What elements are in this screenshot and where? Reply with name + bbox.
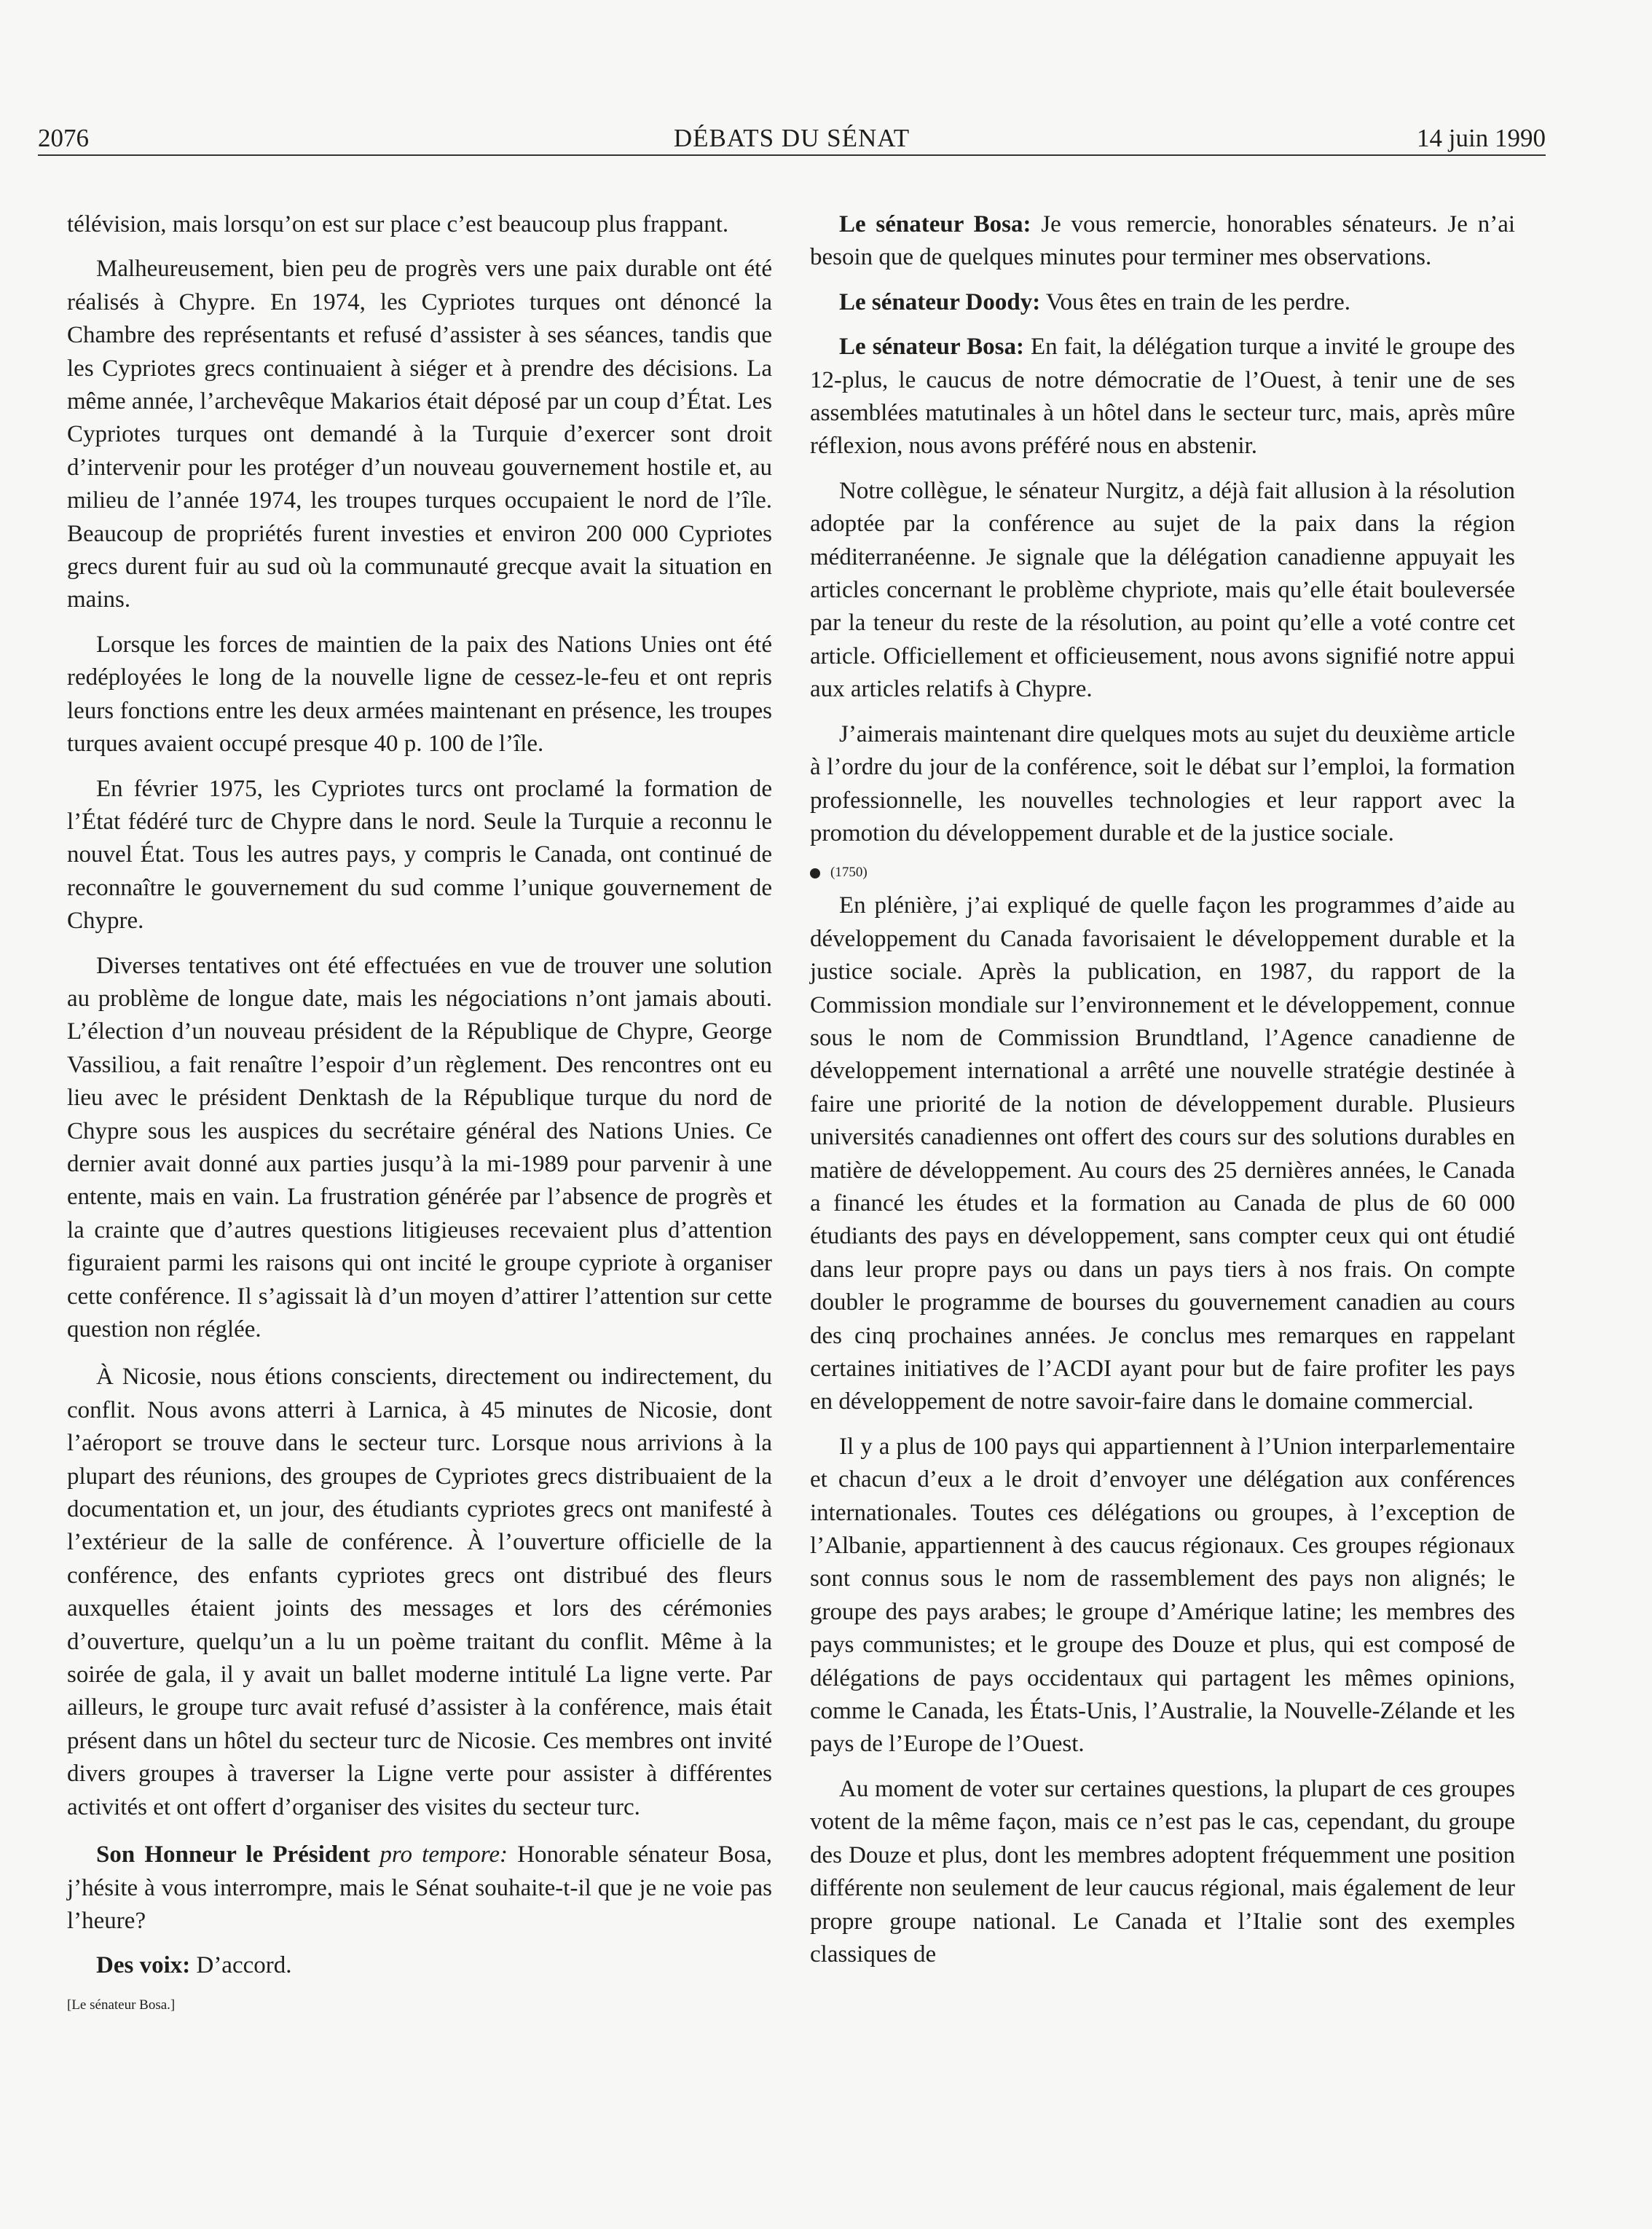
paragraph: En février 1975, les Cypriotes turcs ont proclamé la formation de l’État fédéré turc de Chypre dans le nord. Seule la Turquie a reconnu le nouvel État. Tous les autres pays, y compris le Canada, ont continué de reconnaître le gouvernement du sud comme l’unique gouvernement de Chypre. (67, 775, 772, 935)
page-title: DÉBATS DU SÉNAT (673, 124, 910, 152)
speech-text: Honorable sénateur Bosa, j’hésite à vous interrompre, mais le Sénat souhaite-t-il que je ne voie pas l’heure? (67, 1841, 772, 1934)
paragraph: À Nicosie, nous étions conscients, directement ou indirectement, du conflit. Nous avons atterri à Larnica, à 45 minutes de Nicosie, dont l’aéroport se trouve dans le secteur turc. Lorsque nous arrivions à la plupart des réunions, des groupes de Cypriotes grecs distribuaient de la documentation et, un jour, des étudiants cypriotes grecs ont manifesté à l’extérieur de la salle de conférence. À l’ouverture officielle de la conférence, des enfants cypriotes grecs ont distribué des fleurs auxquelles étaient joints des messages et lors des cérémonies d’ouverture, quelqu’un a lu un poème traitant du conflit. Même à la soirée de gala, il y avait un ballet moderne intitulé La ligne verte. Par ailleurs, le groupe turc avait refusé d’assister à la conférence, mais était présent dans un hôtel du secteur turc de Nicosie. Ces membres ont invité divers groupes à traverser la Ligne verte pour assister à différentes activités et ont offert d’organiser des visites du secteur turc. (67, 1364, 772, 1820)
speaker-name: Le sénateur Doody: (839, 288, 1041, 315)
speaker-name: Des voix: (96, 1952, 191, 1979)
speech-text: Vous êtes en train de les perdre. (1045, 288, 1351, 315)
paragraph: Malheureusement, bien peu de progrès vers une paix durable ont été réalisés à Chypre. En 1974, les Cypriotes turques ont dénoncé la Chambre des représentants et refusé d’assister à ses séances, tandis que les Cypriotes grecs continuaient à siéger et à prendre des décisions. La même année, l’archevêque Makarios était déposé par un coup d’État. Les Cypriotes turques ont demandé à la Turquie d’exercer sont droit d’intervenir pour les protéger d’un nouveau gouvernement hostile et, au milieu de l’année 1974, les troupes turques occupaient le nord de l’île. Beaucoup de propriétés furent investies et environ 200 000 Cypriotes grecs durent fuir au sud où la communauté grecque avait la situation en mains. (67, 256, 772, 613)
speech-paragraph (810, 208, 1515, 275)
paragraph: En plénière, j’ai expliqué de quelle façon les programmes d’aide au développement du Canada favorisaient le développement durable et la justice sociale. Après la publication, en 1987, du rapport de la Commission mondiale sur l’environnement et le développement, connue sous le nom de Commission Brundtland, l’Agence canadienne de développement international a arrêté une nouvelle stratégie destinée à faire une priorité de la notion de développement durable. Plusieurs universités canadiennes ont offert des cours sur des solutions durables en matière de développement. Au cours des 25 dernières années, le Canada a financé les études et la formation au Canada de plus de 60 000 étudiants des pays en développement, sans compter ceux qui ont étudié dans leur propre pays ou dans un pays tiers à nos frais. On compte doubler le programme de bourses du gouvernement canadien au cours des cinq prochaines années. Je conclus mes remarques en rappelant certaines initiatives de l’ACDI ayant pour but de faire profiter les pays en développement de notre savoir-faire dans le domaine commercial. (810, 892, 1515, 1415)
speech-text: D’accord. (196, 1952, 292, 1979)
paragraph: Il y a plus de 100 pays qui appartiennent à l’Union interparlementaire et chacun d’eux a le droit d’envoyer une délégation aux conférences internationales. Toutes ces délégations ou groupes, à l’exception de l’Albanie, appartiennent à des caucus régionaux. Ces groupes régionaux sont connus sous le nom de rassemblement des pays non alignés; le groupe des pays arabes; le groupe d’Amérique latine; les membres des pays communistes; et le groupe des Douze et plus, qui est composé de délégations de pays occidentaux qui partagent les mêmes opinions, comme le Canada, les États-Unis, l’Australie, la Nouvelle-Zélande et les pays de l’Europe de l’Ouest. (810, 1433, 1515, 1758)
speaker-qualifier: pro tempore: (379, 1841, 508, 1868)
paragraph: Au moment de voter sur certaines questions, la plupart de ces groupes votent de la même façon, mais ce n’est pas le cas, cependant, du groupe des Douze et plus, dont les membres adoptent fréquemment une position différente non seulement de leur caucus régional, mais également de leur propre groupe national. Le Canada et l’Italie sont des exemples classiques de (810, 1775, 1515, 1967)
speech-paragraph (810, 286, 1515, 319)
speaker-name: Le sénateur Bosa: (839, 211, 1031, 237)
paragraph: Lorsque les forces de maintien de la paix des Nations Unies ont été redéployées le long de la nouvelle ligne de cessez-le-feu et ont repris leurs fonctions entre les deux armées maintenant en présence, les troupes turques avaient occupé presque 40 p. 100 de l’île. (67, 631, 772, 758)
speech-paragraph (67, 1839, 772, 1938)
speaker-name: Son Honneur le Président (96, 1841, 371, 1868)
paragraph: Diverses tentatives ont été effectuées en vue de trouver une solution au problème de longue date, mais les négociations n’ont jamais abouti. L’élection d’un nouveau président de la République de Chypre, George Vassiliou, a fait renaître l’espoir d’un règlement. Des rencontres ont eu lieu avec le président Denktash de la République turque du nord de Chypre sous les auspices du secrétaire général des Nations Unies. Ce dernier avait donné aux parties jusqu’à la mi-1989 pour parvenir à une entente, mais en vain. La frustration générée par l’absence de progrès et la crainte que d’autres questions litigieuses recevaient plus d’attention figuraient parmi les raisons qui ont incité le groupe cypriote à organiser cette conférence. Il s’agissait là d’un moyen d’attirer l’attention sur cette question non réglée. (67, 952, 772, 1342)
speaker-note: [Le sénateur Bosa.] (67, 1997, 176, 2013)
paragraph: Notre collègue, le sénateur Nurgitz, a déjà fait allusion à la résolution adoptée par la conférence au sujet de la paix dans la région méditerranéenne. Je signale que la délégation canadienne appuyait les articles concernant le problème chypriote, mais qu’elle était bouleversée par la teneur du reste de la résolution, au point qu’elle a voté contre cet article. Officiellement et officieusement, nous avons signifié notre appui aux articles relatifs à Chypre. (810, 477, 1515, 703)
paragraph: J’aimerais maintenant dire quelques mots au sujet du deuxième article à l’ordre du jour de la conférence, soit le débat sur l’emploi, la formation professionnelle, les nouvelles technologies et leur rapport avec la promotion du développement durable et de la justice sociale. (810, 720, 1515, 846)
page-header (38, 122, 1546, 156)
time-marker (810, 862, 1515, 884)
paragraph: télévision, mais lorsqu’on est sur place c’est beaucoup plus frappant. (67, 211, 729, 237)
bullet-icon (810, 868, 820, 878)
page-number: 2076 (38, 124, 89, 152)
right-column (810, 208, 1515, 1983)
speech-text: Je vous remercie, honorables sénateurs. Je n’ai besoin que de quelques minutes pour terminer mes observations. (810, 211, 1516, 271)
speaker-name: Le sénateur Bosa: (839, 334, 1024, 361)
page-date: 14 juin 1990 (1417, 124, 1546, 152)
speech-paragraph (67, 1949, 772, 1982)
time-stamp: (1750) (830, 865, 868, 881)
speech-text: En fait, la délégation turque a invité le groupe des 12-plus, le caucus de notre démocratie de l’Ouest, à tenir une de ses assemblées matutinales à un hôtel dans le secteur turc, mais, après mûre réflexion, nous avons préféré nous en abstenir. (810, 334, 1516, 460)
left-column (67, 208, 772, 2028)
speech-paragraph (810, 331, 1515, 463)
